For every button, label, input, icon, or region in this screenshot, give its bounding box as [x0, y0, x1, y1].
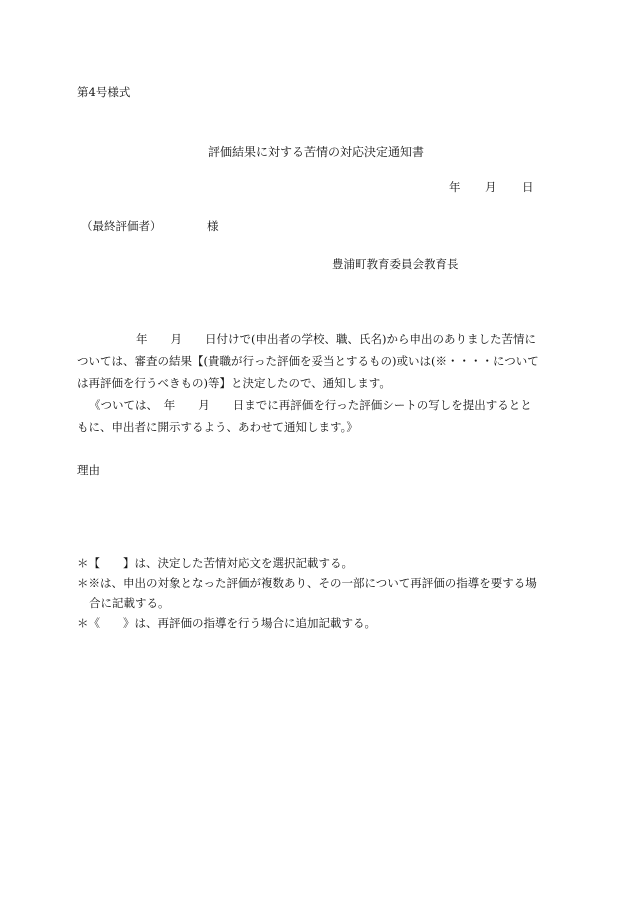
body-paragraph-1 [77, 328, 555, 394]
body-line: は再評価を行うべきもの)等】と決定したので、通知します。 [77, 376, 391, 390]
reason-label: 理由 [77, 463, 100, 477]
body-line: ついては、審査の結果【(貴職が行った評価を妥当とするもの)或いは(※・・・・について [77, 354, 539, 368]
body-paragraph-2 [77, 394, 555, 438]
note-item: ＊※は、申出の対象となった評価が複数あり、その一部について再評価の指導を要する場 [77, 576, 537, 590]
date-year: 年 [449, 180, 461, 194]
form-number: 第4号様式 [77, 85, 131, 99]
body-line: 年 月 日付けで(申出者の学校、職、氏名)から申出のありました苦情に [136, 332, 536, 346]
note-item: ＊《 》は、再評価の指導を行う場合に追加記載する。 [77, 616, 376, 630]
note-item: ＊【 】は、決定した苦情対応文を選択記載する。 [77, 556, 353, 570]
addressee-role: （最終評価者） [81, 219, 162, 233]
sender-name: 豊浦町教育委員会教育長 [332, 257, 459, 271]
date-day: 日 [522, 180, 534, 194]
date-month: 月 [485, 180, 497, 194]
document-title: 評価結果に対する苦情の対応決定通知書 [208, 145, 425, 159]
notes [77, 553, 557, 633]
body-line: もに、申出者に開示するよう、あわせて通知します。》 [77, 420, 358, 434]
date-line [449, 179, 534, 195]
body-line: 《ついては、 年 月 日までに再評価を行った評価シートの写しを提出するとと [89, 398, 532, 412]
note-item-continuation: 合に記載する。 [89, 596, 170, 610]
addressee-honorific: 様 [207, 219, 219, 233]
